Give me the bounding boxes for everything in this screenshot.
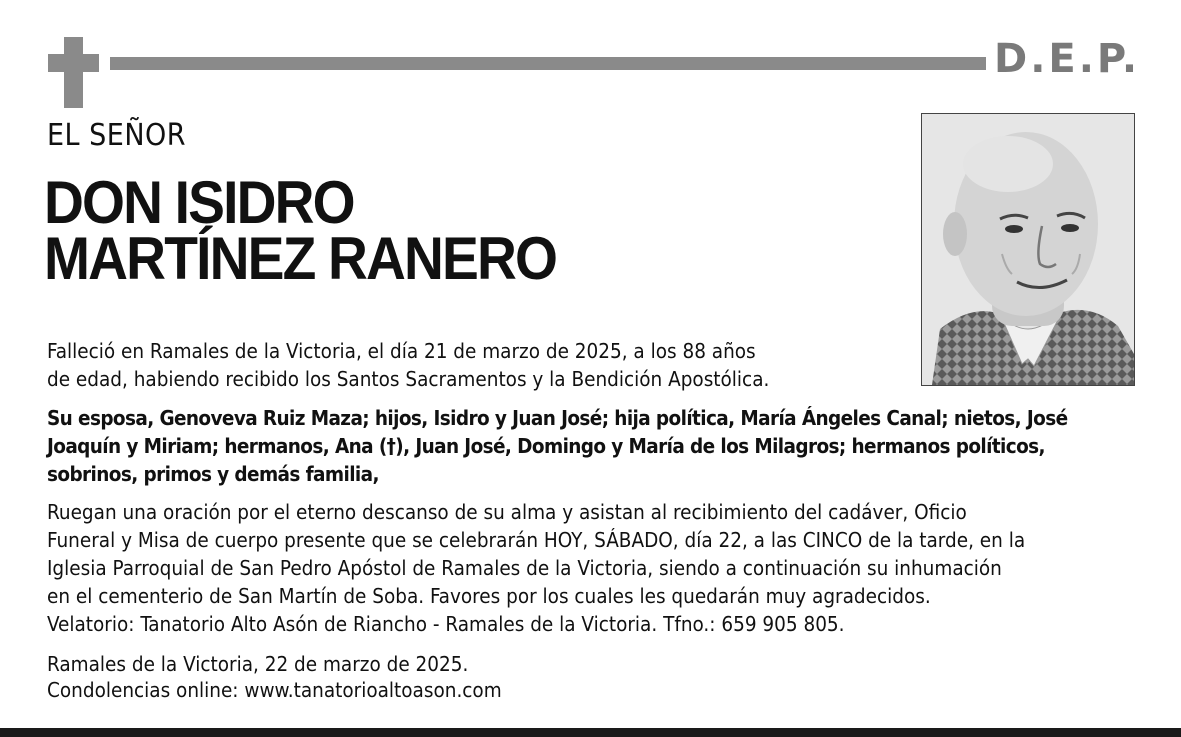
death-notice-line: Falleció en Ramales de la Victoria, el día 21 de marzo de 2025, a los 88 años [47,339,756,363]
request-line: en el cementerio de San Martín de Soba. Favores por los cuales les quedarán muy agradecidos. [47,584,931,608]
family-line: Su esposa, Genoveva Ruiz Maza; hijos, Isidro y Juan José; hija política, María Ángeles Canal; nietos, José [47,406,1068,430]
place-date: Ramales de la Victoria, 22 de marzo de 2025. [47,652,469,676]
dep-label: D.E.P. [994,36,1141,82]
deceased-name-line1: DON ISIDRO [44,169,354,236]
pretitle: EL SEÑOR [47,118,187,153]
portrait-photo [921,113,1135,386]
family-line: Joaquín y Miriam; hermanos, Ana (†), Juan José, Domingo y María de los Milagros; hermanos políticos, [47,434,1045,458]
death-notice-line: de edad, habiendo recibido los Santos Sacramentos y la Bendición Apostólica. [47,367,770,391]
request-line: Ruegan una oración por el eterno descanso de su alma y asistan al recibimiento del cadáver, Oficio [47,500,967,524]
header-rule [110,57,986,70]
request-line: Iglesia Parroquial de San Pedro Apóstol de Ramales de la Victoria, siendo a continuación su inhumación [47,556,1002,580]
portrait-illustration [922,114,1134,385]
request-line: Funeral y Misa de cuerpo presente que se celebrarán HOY, SÁBADO, día 22, a las CINCO de la tarde, en la [47,528,1026,552]
condolences-link: Condolencias online: www.tanatorioaltoason.com [47,678,502,702]
bottom-border [0,728,1181,737]
wake-info-line: Velatorio: Tanatorio Alto Asón de Riancho - Ramales de la Victoria. Tfno.: 659 905 805. [47,612,845,636]
deceased-name-line2: MARTÍNEZ RANERO [44,225,557,292]
family-line: sobrinos, primos y demás familia, [47,462,379,486]
